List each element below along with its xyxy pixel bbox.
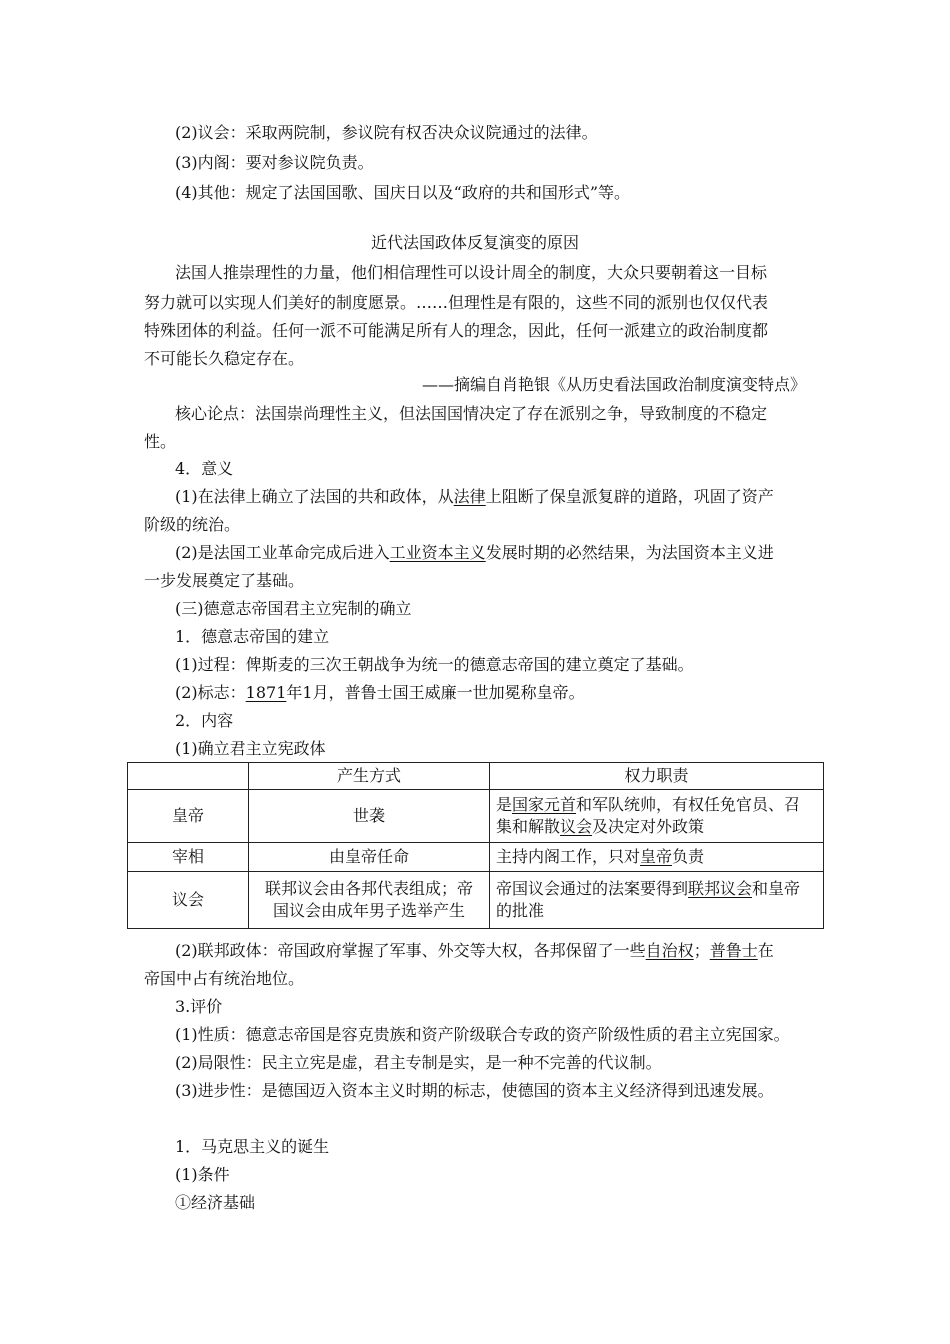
- cell-line: [496, 816, 817, 838]
- citation: ——摘编自肖艳银《从历史看法国政治制度演变特点》: [421, 375, 806, 394]
- table-cell: [490, 872, 824, 929]
- table-cell: 世袭: [249, 790, 490, 843]
- text-line: (4)其他：规定了法国国歌、国庆日以及“政府的共和国形式”等。: [175, 183, 631, 202]
- paragraph-line: 法国人推崇理性的力量，他们相信理性可以设计周全的制度，大众只要朝着这一目标: [175, 263, 768, 282]
- core-argument: 性。: [144, 432, 177, 451]
- text-line: 帝国中占有统治地位。: [144, 969, 305, 988]
- text: 年1月，普鲁士国王威廉一世加冕称皇帝。: [286, 683, 585, 702]
- table-header-cell: [128, 763, 249, 790]
- underlined-term: 法律: [453, 487, 486, 506]
- table-header-row: [128, 763, 824, 790]
- subsection-heading: 1．马克思主义的诞生: [175, 1137, 330, 1156]
- cell-line: 的批准: [496, 901, 545, 920]
- table-cell: 皇帝: [128, 790, 249, 843]
- text: 集和解散: [496, 817, 561, 836]
- table-header-cell: 产生方式: [249, 763, 490, 790]
- text: (2)是法国工业革命完成后进入: [175, 543, 390, 562]
- text-line: [175, 487, 774, 507]
- text: 和皇帝: [752, 879, 801, 898]
- text-line: (1)过程：俾斯麦的三次王朝战争为统一的德意志帝国的建立奠定了基础。: [175, 655, 694, 674]
- box-title: 近代法国政体反复演变的原因: [370, 233, 579, 252]
- cell-line: 国议会由成年男子选举产生: [272, 901, 465, 920]
- subsection-heading: 1．德意志帝国的建立: [175, 627, 330, 646]
- text: 及决定对外政策: [592, 817, 705, 836]
- table-cell: 宰相: [128, 843, 249, 872]
- underlined-term: 国家元首: [512, 795, 577, 814]
- underlined-term: 自治权: [645, 941, 694, 960]
- text: 在: [757, 941, 774, 960]
- text: (2)标志：: [175, 683, 246, 702]
- text: 负责: [672, 847, 705, 866]
- underlined-term: 皇帝: [640, 847, 673, 866]
- paragraph-line: 特殊团体的利益。任何一派不可能满足所有人的理念，因此，任何一派建立的政治制度都: [144, 321, 769, 340]
- text-line: (1)性质：德意志帝国是容克贵族和资产阶级联合专政的资产阶级性质的君主立宪国家。: [175, 1025, 790, 1044]
- text: 主持内阁工作，只对: [496, 847, 641, 866]
- paragraph-line: 努力就可以实现人们美好的制度愿景。……但理性是有限的，这些不同的派别也仅仅代表: [144, 293, 769, 312]
- text: 是: [496, 795, 513, 814]
- table-cell: [249, 872, 490, 929]
- text-line: (1)条件: [175, 1165, 230, 1184]
- text: (1)在法律上确立了法国的共和政体，从: [175, 487, 454, 506]
- table-row: [128, 843, 824, 872]
- text-line: (3)进步性：是德国迈入资本主义时期的标志，使德国的资本主义经济得到迅速发展。: [175, 1081, 774, 1100]
- underlined-term: 联邦议会: [688, 879, 753, 898]
- cell-line: [496, 878, 817, 900]
- text: 和军队统帅，有权任免官员、召: [576, 795, 801, 814]
- core-argument: 核心论点：法国崇尚理性主义，但法国国情决定了存在派别之争，导致制度的不稳定: [175, 404, 768, 423]
- section-heading: (三)德意志帝国君主立宪制的确立: [175, 599, 412, 618]
- cell-line: [496, 794, 817, 816]
- table-row: [128, 790, 824, 843]
- text-line: (2)议会：采取两院制，参议院有权否决众议院通过的法律。: [175, 123, 598, 142]
- underlined-term: 普鲁士: [709, 941, 758, 960]
- table-cell: 议会: [128, 872, 249, 929]
- table-cell: [490, 790, 824, 843]
- paragraph-line: 不可能长久稳定存在。: [144, 349, 305, 368]
- text: 上阻断了保皇派复辟的道路，巩固了资产: [485, 487, 774, 506]
- section-heading: 4．意义: [175, 459, 234, 478]
- table-row: [128, 872, 824, 929]
- text: 帝国议会通过的法案要得到: [496, 879, 689, 898]
- text: 发展时期的必然结果，为法国资本主义进: [485, 543, 774, 562]
- text-line: (3)内阁：要对参议院负责。: [175, 153, 374, 172]
- text-line: [175, 683, 585, 703]
- table-cell: 由皇帝任命: [249, 843, 490, 872]
- text-line: ①经济基础: [175, 1193, 256, 1212]
- text-line: (2)局限性：民主立宪是虚，君主专制是实，是一种不完善的代议制。: [175, 1053, 662, 1072]
- text: (2)联邦政体：帝国政府掌握了军事、外交等大权，各邦保留了一些: [175, 941, 646, 960]
- underlined-term: 工业资本主义: [389, 543, 486, 562]
- text-line: [175, 543, 774, 563]
- text-line: 阶级的统治。: [144, 515, 241, 534]
- table-header-cell: 权力职责: [490, 763, 824, 790]
- text-line: [175, 941, 774, 961]
- text: ；: [693, 941, 710, 960]
- underlined-term: 议会: [560, 817, 593, 836]
- underlined-term: 1871: [245, 683, 287, 702]
- text-line: (1)确立君主立宪政体: [175, 739, 326, 758]
- text-line: 一步发展奠定了基础。: [144, 571, 305, 590]
- subsection-heading: 2．内容: [175, 711, 234, 730]
- cell-line: 联邦议会由各邦代表组成；帝: [264, 879, 473, 898]
- table-cell: [490, 843, 824, 872]
- subsection-heading: 3.评价: [175, 997, 223, 1016]
- power-table: [127, 762, 824, 929]
